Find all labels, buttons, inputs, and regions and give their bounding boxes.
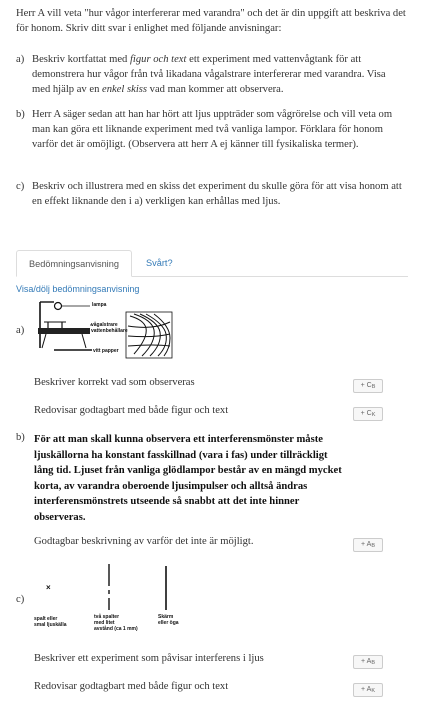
double-slit-figure	[40, 560, 190, 618]
criterion-a1-text: Beskriver korrekt vad som observeras	[34, 377, 195, 388]
label-slit: spalt eller smal ljuskälla	[34, 616, 67, 628]
question-b-label: b)	[16, 109, 25, 120]
question-a-text: Beskriv kortfattat med figur och text ett experiment med vattenvågtank för att demonstrera hur vågor från två likadana vågalstrare interfererar med varandra. Visa med hjälp av en enkel skiss vad man kommer att observera.	[32, 54, 386, 96]
label-screen: Skärm eller öga	[158, 614, 179, 626]
criterion-c1-badge: + $A_B$	[353, 655, 383, 669]
criterion-b1-text: Godtagbar beskrivning av varför det inte är möjligt.	[34, 536, 254, 547]
svg-text:×: ×	[46, 583, 51, 592]
question-b-text: Herr A säger sedan att han har hört att ljus uppträder som vågrörelse och vill veta om man kan göra ett liknande experiment med två vanliga lampor. Förklara för honom varför det är omöjligt. (Observera att herr A ej känner till fysikaliska termer).	[32, 109, 393, 151]
criterion-c2-badge: + $A_K$	[353, 683, 383, 697]
question-c-label: c)	[16, 181, 25, 192]
question-a	[16, 52, 412, 98]
tab-bar	[16, 250, 408, 277]
criterion-c1-text: Beskriver ett experiment som påvisar interferens i ljus	[34, 653, 264, 664]
criterion-a1-badge: + $C_B$	[353, 379, 383, 393]
label-water-tank: vattenbehållare	[91, 328, 128, 334]
label-white-paper: vitt papper	[93, 348, 119, 354]
answer-c-label: c)	[16, 594, 25, 605]
answer-b-text: För att man skall kunna observera ett interferensmönster måste ljuskällorna ha konstant fasskillnad (vara i fas) under tillräckligt lång tid. Ljuset från vanliga glödlampor består av en mängd mycket korta, av varandra oberoende ljusimpulser och alltså ändras interferensmönstrets utseende så snabbt att det inte hinner observeras.	[34, 434, 342, 523]
criterion-a2-badge: + $C_K$	[353, 407, 383, 421]
toggle-assessment-link[interactable]: Visa/dölj bedömningsanvisning	[16, 284, 140, 294]
tab-difficult[interactable]: Svårt?	[146, 258, 173, 268]
question-a-label: a)	[16, 54, 25, 65]
label-wave-generator: vågalstrare	[91, 322, 118, 328]
answer-b-label: b)	[16, 432, 25, 443]
intro-text: Herr A vill veta "hur vågor interfererar med varandra" och det är din uppgift att beskriva det för honom. Skriv ditt svar i enlighet med följande anvisningar:	[16, 8, 406, 35]
criterion-c2-text: Redovisar godtagbart med både figur och text	[34, 681, 229, 692]
tab-assessment[interactable]: Bedömningsanvisning	[16, 250, 132, 277]
question-b	[16, 107, 412, 169]
label-lamp: lampa	[92, 302, 107, 308]
question-c-text: Beskriv och illustrera med en skiss det experiment du skulle göra för att visa honom att en effekt liknande den i a) verkligen kan erhållas med ljus.	[32, 181, 402, 208]
criterion-a2-text: Redovisar godtagbart med både figur och text	[34, 405, 229, 416]
label-two-slits: två spalter med litet avstånd (ca 1 mm)	[94, 614, 138, 632]
criterion-b1-badge: + $A_B$	[353, 538, 383, 552]
question-c	[16, 179, 412, 211]
answer-a-label: a)	[16, 325, 25, 336]
